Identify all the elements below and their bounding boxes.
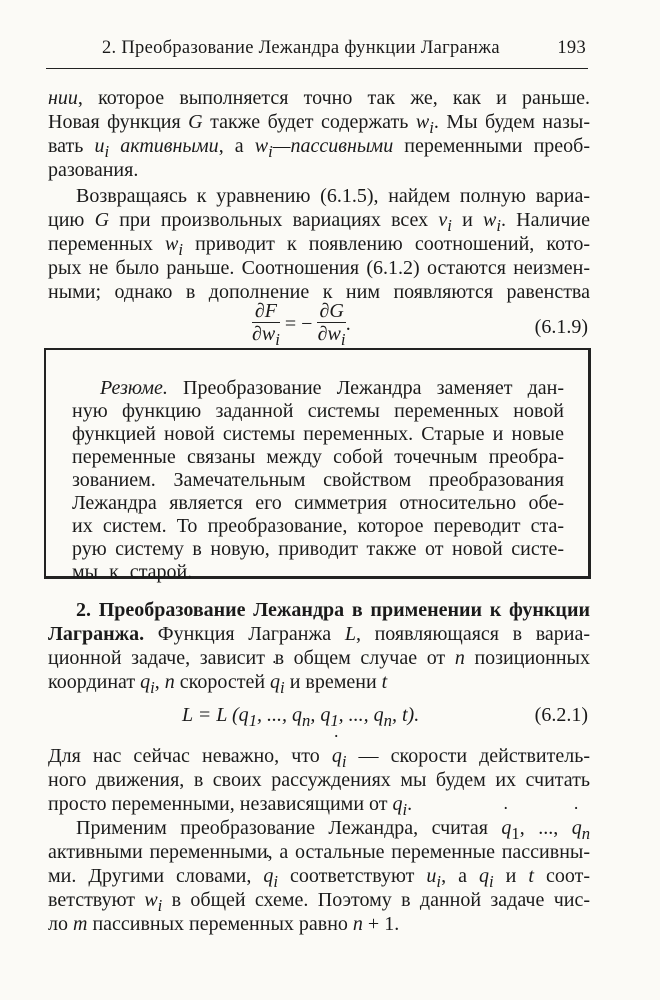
text-line: Для нас сейчас неважно, что ˙ $q_i$ — скорости действитель- — [48, 744, 590, 774]
text-line: вать $u_i$ активными, а $w_i—пассивными$ переменными преоб- — [48, 135, 590, 161]
text-line: переменные связаны между собой точечным преобра- — [72, 446, 564, 468]
header-title: 2. Преобразование Лежандра функции Лагранжа — [102, 38, 500, 58]
text-line: переменных $w_i$ приводит к появлению соотношений, кото- — [48, 233, 590, 259]
running-header — [46, 38, 588, 69]
text-line: зованием. Замечательным свойством преобразования — [72, 469, 564, 491]
text-line: функцией новой системы переменных. Старые и новые — [72, 423, 564, 445]
text-line: рых не было раньше. Соотношения (6.1.2) остаются неизмен- — [48, 257, 590, 279]
text-line: ми. Другими словами, ˙ $q_i$ соответствуют $u_i$, а $q_i$ и t соот- — [48, 864, 590, 894]
equation-number: (6.2.1) — [534, 704, 588, 726]
text-line: их систем. То преобразование, которое переводит ста- — [72, 515, 564, 537]
summary-box — [44, 348, 591, 583]
text-line: Резюме. Преобразование Лежандра заменяет дан- — [100, 377, 564, 399]
text-line: активными переменными, а остальные переменные пассивны- — [48, 841, 590, 863]
text-line: координат $q_i$, n скоростей ˙ $q_i$ и времени t — [48, 670, 590, 700]
text-line: Лагранжа. Функция Лагранжа L, появляющаяся в вариа- — [48, 623, 590, 645]
text-line: ную функцию заданной системы переменных новой — [72, 400, 564, 422]
text-line: Возвращаясь к уравнению (6.1.5), найдем полную вариа- — [76, 185, 590, 207]
text-line: рую систему в новую, приводит также от новой систе- — [72, 538, 564, 560]
text-line: Новая функция G также будет содержать $w_i$. Мы будем назы- — [48, 111, 590, 137]
text-line: ло m пассивных переменных равно n + 1. — [48, 913, 400, 935]
fraction: $\frac{\partial G}{\partial w_i}$ — [317, 300, 346, 349]
text-line: ционной задаче, зависит в общем случае от n позиционных — [48, 647, 590, 669]
equation-6-1-9: $\frac{\partial F}{\partial w_i}$ = − $\frac{\partial G}{\partial w_i}$ . — [252, 300, 351, 349]
fraction: $\frac{\partial F}{\partial w_i}$ — [252, 300, 280, 349]
section-heading: 2. Преобразование Лежандра в применении к функции — [76, 599, 590, 621]
text-line: Применим преобразование Лежандра, считая ˙ $q_1$, ..., ˙ $q_n$ — [76, 816, 590, 846]
text-line: разования. — [48, 159, 139, 181]
equation-number: (6.1.9) — [534, 316, 588, 338]
text-line: мы к старой. — [72, 561, 193, 583]
text-line: ными; однако в дополнение к ним появляются равенства — [48, 281, 590, 303]
equation-6-2-1: L = L ($q_1$, ..., $q_n$, $q_1$, ..., $q_n$, t). — [182, 704, 420, 730]
text-line: цию G при произвольных вариациях всех $v_i$ и $w_i$. Наличие — [48, 209, 590, 235]
text-line: просто переменными, независящими от $q_i$. — [48, 793, 413, 819]
page-number: 193 — [557, 38, 586, 58]
text-line: Лежандра является его симметрия относительно обе- — [72, 492, 564, 514]
text-line: ветствуют $w_i$ в общей схеме. Поэтому в данной задаче чис- — [48, 889, 590, 915]
text-line: ного движения, в своих рассуждениях мы будем их считать — [48, 769, 590, 791]
text-line: нии, которое выполняется точно так же, как и раньше. — [48, 87, 590, 109]
